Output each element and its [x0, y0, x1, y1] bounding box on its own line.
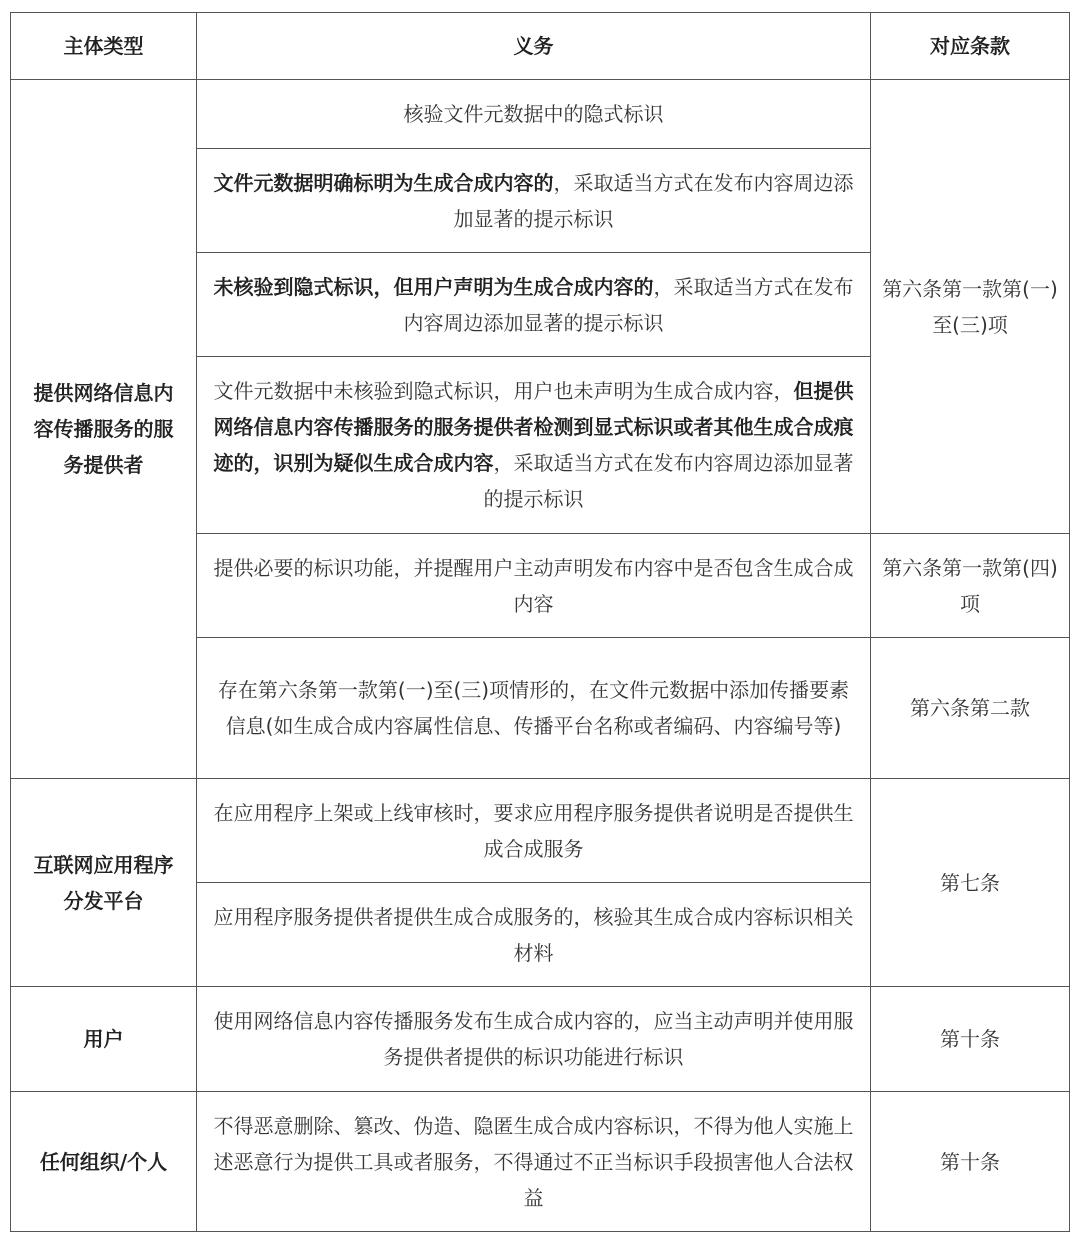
clause-6-2: 第六条第二款: [871, 638, 1070, 779]
duty-app-review: 在应用程序上架或上线审核时，要求应用程序服务提供者说明是否提供生成合成服务: [197, 779, 871, 883]
duty-bold-text: 文件元数据明确标明为生成合成内容的: [213, 170, 554, 195]
header-duty: 义务: [197, 13, 871, 80]
subject-service-provider: 提供网络信息内容传播服务的服务提供者: [11, 80, 197, 779]
obligations-table: [10, 12, 1070, 1232]
subject-app-distribution-platform: 互联网应用程序分发平台: [11, 779, 197, 987]
duty-text: 文件元数据中未核验到隐式标识，用户也未声明为生成合成内容，: [213, 379, 794, 403]
table-row: [11, 779, 1070, 883]
header-subject-type: 主体类型: [11, 13, 197, 80]
duty-text: ，采取适当方式在发布内容周边添加显著的提示标识: [403, 274, 854, 335]
duty-text: ，采取适当方式在发布内容周边添加显著的提示标识: [483, 451, 854, 511]
duty-verify-materials: 应用程序服务提供者提供生成合成服务的，核验其生成合成内容标识相关材料: [197, 883, 871, 987]
duty-labeling-function: 提供必要的标识功能，并提醒用户主动声明发布内容中是否包含生成合成内容: [197, 534, 871, 638]
duty-bold-text: 未核验到隐式标识，但用户声明为生成合成内容的: [213, 274, 654, 299]
clause-6-1-4: 第六条第一款第(四)项: [871, 534, 1070, 638]
duty-verify-implicit: 核验文件元数据中的隐式标识: [197, 80, 871, 149]
subject-any-org-individual: 任何组织/个人: [11, 1092, 197, 1232]
header-clause: 对应条款: [871, 13, 1070, 80]
clause-7: 第七条: [871, 779, 1070, 987]
clause-10: 第十条: [871, 1092, 1070, 1232]
clause-10: 第十条: [871, 987, 1070, 1092]
duty-no-tampering: 不得恶意删除、篡改、伪造、隐匿生成合成内容标识，不得为他人实施上述恶意行为提供工具或者服务，不得通过不正当标识手段损害他人合法权益: [197, 1092, 871, 1232]
table-row: [11, 987, 1070, 1092]
table-row: [11, 1092, 1070, 1232]
clause-6-1-1-3: 第六条第一款第(一)至(三)项: [871, 80, 1070, 534]
duty-bold-text: 但提供网络信息内容传播服务的服务提供者检测到显式标识或者其他生成合成痕迹的，识别为疑似生成合成内容: [213, 379, 854, 475]
subject-user: 用户: [11, 987, 197, 1092]
duty-user-declare: 使用网络信息内容传播服务发布生成合成内容的，应当主动声明并使用服务提供者提供的标识功能进行标识: [197, 987, 871, 1092]
table-row: [11, 80, 1070, 149]
header-row: [11, 13, 1070, 80]
duty-text: ，采取适当方式在发布内容周边添加显著的提示标识: [453, 170, 854, 231]
duty-suspected-content: [197, 357, 871, 534]
duty-user-declared: [197, 253, 871, 357]
duty-metadata-labeled: [197, 149, 871, 253]
duty-add-propagation-info: 存在第六条第一款第(一)至(三)项情形的，在文件元数据中添加传播要素信息(如生成合成内容属性信息、传播平台名称或者编码、内容编号等): [197, 638, 871, 779]
